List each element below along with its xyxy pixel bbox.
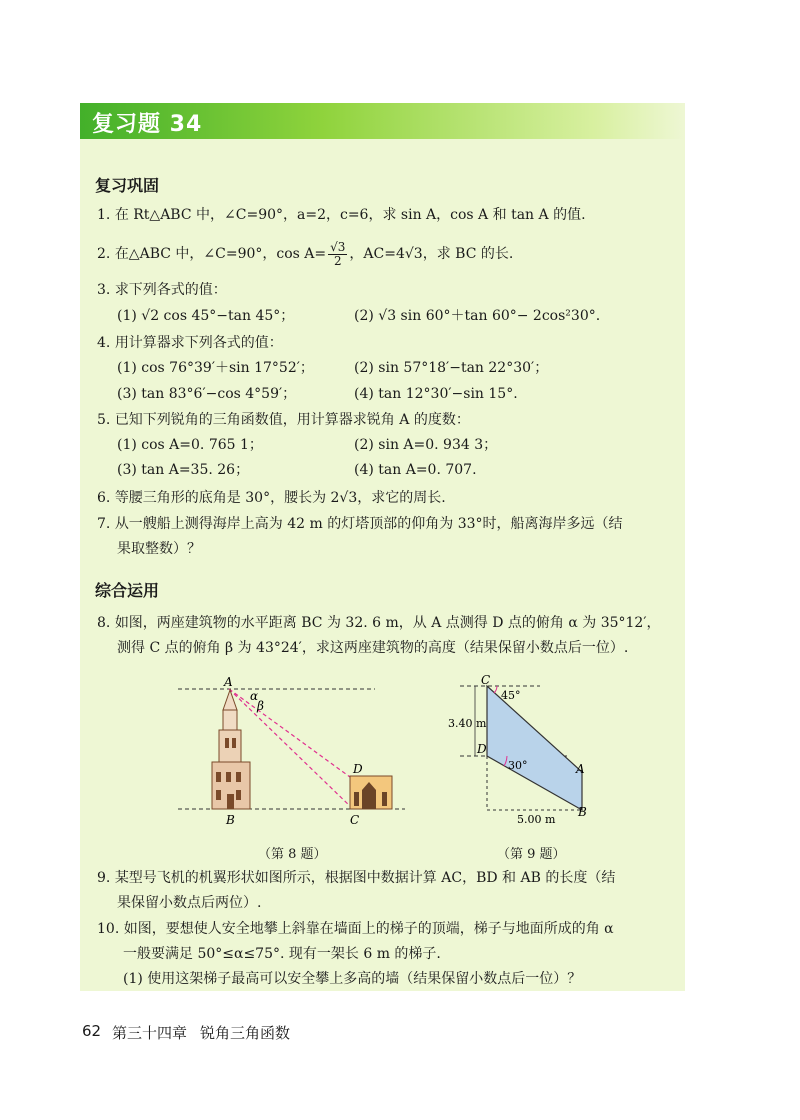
label-c: C <box>350 813 360 827</box>
page-title: 复习题 34 <box>92 112 203 137</box>
q5-item-1: (1) cos A=0. 765 1； <box>117 437 263 453</box>
q4-item-2: (2) sin 57°18′−tan 22°30′； <box>354 360 549 376</box>
question-4 <box>97 333 283 353</box>
label-beta: β <box>257 699 264 713</box>
question-number: 7. <box>97 516 111 532</box>
question-text: 用计算器求下列各式的值： <box>114 335 283 351</box>
question-number: 3. <box>97 282 111 298</box>
q4-item-4: (4) tan 12°30′−sin 15°. <box>354 386 518 402</box>
question-number: 8. <box>97 615 111 631</box>
question-text: 某型号飞机的机翼形状如图所示，根据图中数据计算 AC，BD 和 AB 的长度（结 <box>114 870 616 886</box>
question-10 <box>97 919 614 939</box>
label-a: A <box>224 675 233 689</box>
question-text: 已知下列锐角的三角函数值，用计算器求锐角 A 的度数： <box>114 412 470 428</box>
question-text: 在△ABC 中，∠C=90°，cos A= <box>114 246 327 262</box>
q5-item-3: (3) tan A=35. 26； <box>117 462 250 478</box>
chapter-label: 第三十四章 <box>112 1024 188 1042</box>
label-a: A <box>576 762 585 776</box>
question-text: 在 Rt△ABC 中，∠C=90°，a=2，c=6，求 sin A，cos A 和 tan A 的值. <box>114 207 586 223</box>
question-6 <box>97 488 446 508</box>
question-text: 求下列各式的值： <box>114 282 227 298</box>
question-8 <box>97 613 661 633</box>
label-30deg: 30° <box>508 759 528 772</box>
question-number: 6. <box>97 490 111 506</box>
q4-item-3: (3) tan 83°6′−cos 4°59′； <box>117 386 297 402</box>
question-number: 10. <box>97 921 120 937</box>
question-5 <box>97 410 470 430</box>
q3-item-2: (2) √3 sin 60°＋tan 60°− 2cos²30°. <box>354 308 601 324</box>
question-number: 2. <box>97 246 111 262</box>
label-b: B <box>578 805 587 819</box>
label-c: C <box>481 673 491 687</box>
figure-9-caption: （第 9 题） <box>497 847 566 862</box>
question-text: ，AC=4√3，求 BC 的长. <box>349 246 514 262</box>
question-number: 1. <box>97 207 111 223</box>
label-d: D <box>353 762 363 776</box>
section-review: 复习巩固 <box>95 176 160 195</box>
q5-item-2: (2) sin A=0. 934 3； <box>354 437 498 453</box>
question-7 <box>97 514 623 534</box>
label-45deg: 45° <box>501 689 521 702</box>
question-7-cont: 果取整数）？ <box>117 541 201 557</box>
label-b: B <box>226 813 235 827</box>
question-text: 从一艘船上测得海岸上高为 42 m 的灯塔顶部的仰角为 33°时，船离海岸多远（结 <box>114 516 623 532</box>
fraction: $\frac{√3}{2}$ <box>330 239 346 268</box>
question-9 <box>97 868 615 888</box>
question-10-cont: 一般要满足 50°≤α≤75°. 现有一架长 6 m 的梯子. <box>123 946 441 962</box>
question-text: 等腰三角形的底角是 30°，腰长为 2√3，求它的周长. <box>114 490 446 506</box>
q3-item-1: (1) √2 cos 45°−tan 45°； <box>117 308 295 324</box>
question-1 <box>97 205 586 225</box>
figure-8 <box>170 672 410 832</box>
label-alpha: α <box>250 689 259 703</box>
figure-9 <box>445 672 605 832</box>
question-number: 4. <box>97 335 111 351</box>
section-apply: 综合运用 <box>95 581 160 600</box>
question-text: 如图，两座建筑物的水平距离 BC 为 32. 6 m，从 A 点测得 D 点的俯角 α 为 35°12′， <box>114 615 661 631</box>
angle-45-arc <box>494 686 497 693</box>
label-height: 3.40 m <box>448 717 487 730</box>
question-3 <box>97 280 227 300</box>
q4-item-1: (1) cos 76°39′＋sin 17°52′； <box>117 360 314 376</box>
wing-shape <box>487 686 582 810</box>
label-d: D <box>477 742 487 756</box>
question-8-cont: 测得 C 点的俯角 β 为 43°24′，求这两座建筑物的高度（结果保留小数点后一位）. <box>117 640 629 656</box>
chapter-title: 锐角三角函数 <box>200 1024 291 1042</box>
question-text: 如图，要想使人安全地攀上斜靠在墙面上的梯子的顶端，梯子与地面所成的角 α <box>123 921 614 937</box>
q5-item-4: (4) tan A=0. 707. <box>354 462 477 478</box>
question-9-cont: 果保留小数点后两位）. <box>117 895 262 911</box>
tower-building <box>212 690 250 809</box>
question-10-part-1: (1) 使用这架梯子最高可以安全攀上多高的墙（结果保留小数点后一位）？ <box>123 971 582 987</box>
label-width: 5.00 m <box>517 813 556 826</box>
question-number: 9. <box>97 870 111 886</box>
question-2 <box>97 238 513 270</box>
question-number: 5. <box>97 412 111 428</box>
figure-8-caption: （第 8 题） <box>258 847 327 862</box>
page-number: 62 <box>82 1022 102 1040</box>
church-building <box>350 776 392 809</box>
